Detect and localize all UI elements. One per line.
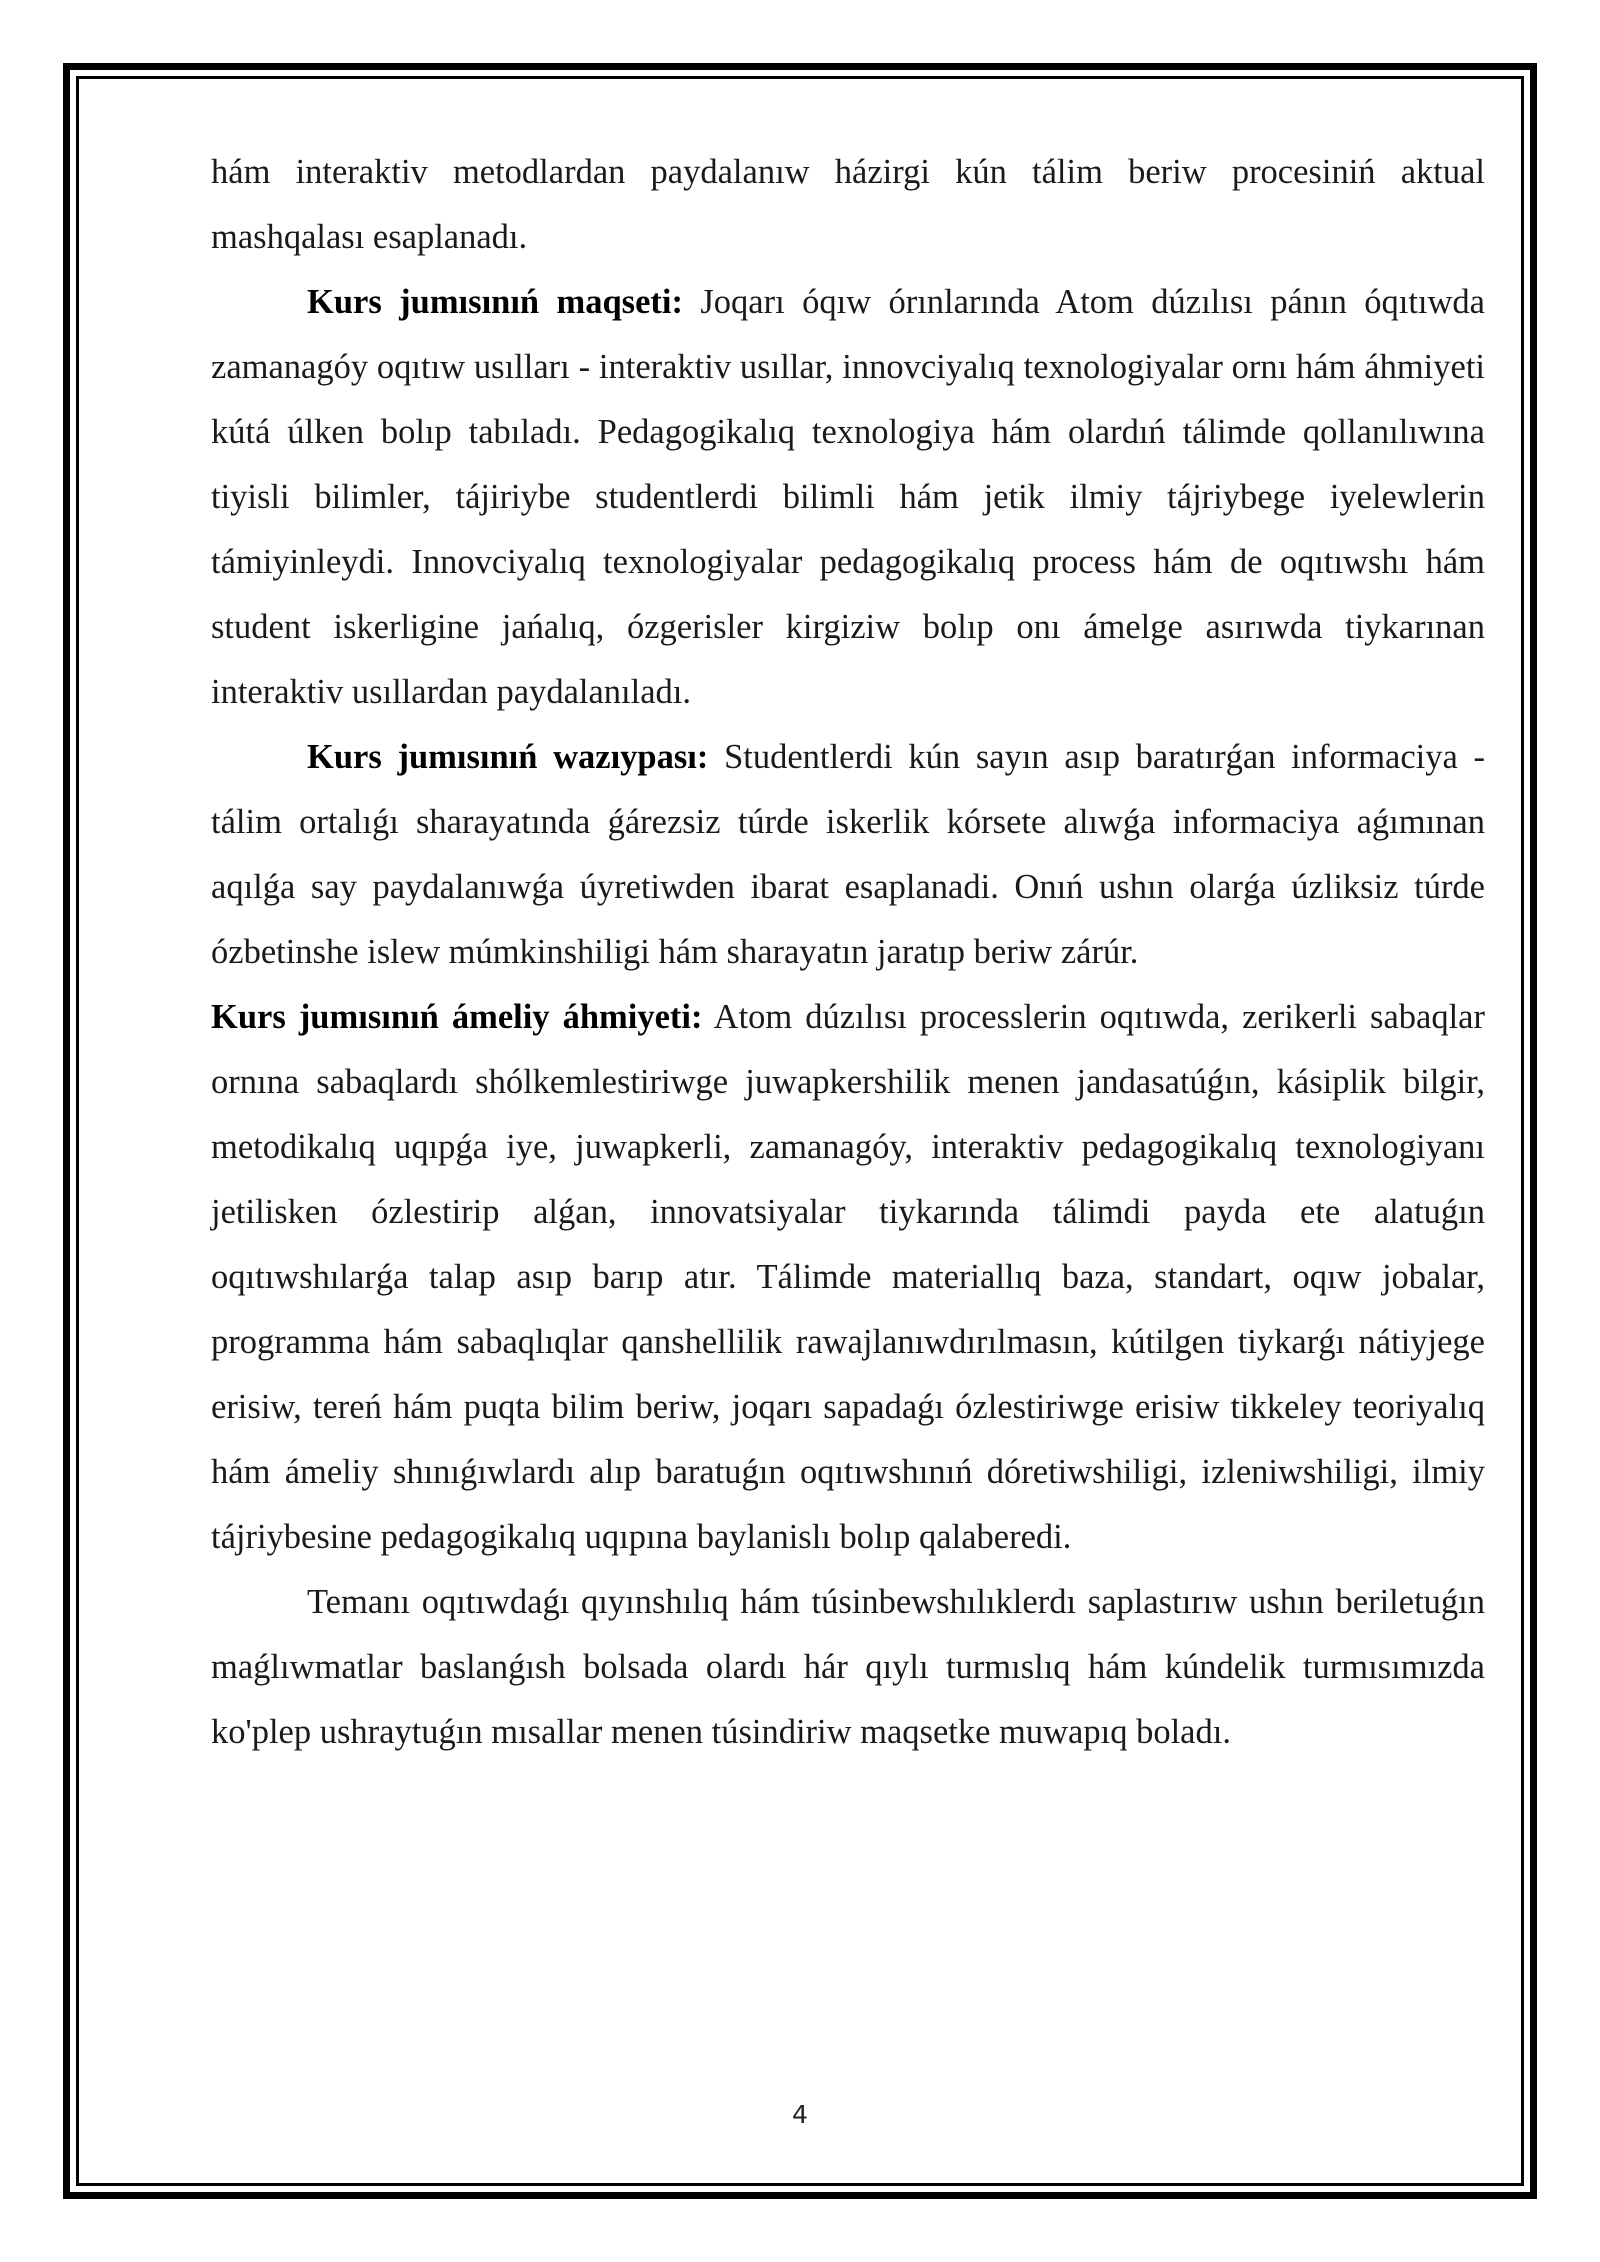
document-body: [211, 140, 1485, 1765]
course-goal-heading: Kurs jumısınıń maqseti:: [307, 283, 683, 321]
paragraph-course-task: [211, 725, 1485, 985]
paragraph-practical-importance: [211, 985, 1485, 1570]
topic-text: Temanı oqıtıwdaǵı qıyınshılıq hám túsinbewshılıklerdı saplastırıw ushın beriletuǵın maǵlıwmatlar baslanǵısh bolsada olardı hár qıylı turmıslıq hám kúndelik turmısımızda ko'plep ushraytuǵın mısallar menen túsindiriw maqsetke muwapıq boladı.: [211, 1583, 1485, 1751]
practical-importance-text: Atom dúzılısı processlerin oqıtıwda, zerikerli sabaqlar ornına sabaqlardı shólkemlestiriwge juwapkershilik menen jandasatúǵın, kásiplik bilgir, metodikalıq uqıpǵa iye, juwapkerli, zamanagóy, interaktiv pedagogikalıq texnologiyanı jetilisken ózlestirip alǵan, innovatsiyalar tiykarında tálimdi payda ete alatuǵın oqıtıwshılarǵa talap asıp barıp atır. Tálimde materiallıq baza, standart, oqıw jobalar, programma hám sabaqlıqlar qanshellilik rawajlanıwdırılmasın, kútilgen tiykarǵı nátiyjege erisiw, tereń hám puqta bilim beriw, joqarı sapadaǵı ózlestiriwge erisiw tikkeley teoriyalıq hám ámeliy shınıǵıwlardı alıp baratuǵın oqıtıwshınıń dóretiwshiligi, izleniwshiligi, ilmiy tájriybesine pedagogikalıq uqıpına baylanislı bolıp qalaberedi.: [211, 998, 1485, 1556]
paragraph-intro-text: hám interaktiv metodlardan paydalanıw házirgi kún tálim beriw procesiniń aktual mashqalası esaplanadı.: [211, 153, 1485, 256]
practical-importance-heading: Kurs jumısınıń ámeliy áhmiyeti:: [211, 998, 703, 1036]
paragraph-course-goal: [211, 270, 1485, 725]
paragraph-topic: [211, 1570, 1485, 1765]
course-task-text: Studentlerdi kún sayın asıp baratırǵan informaciya - tálim ortalıǵı sharayatında ǵárezsiz túrde iskerlik kórsete alıwǵa informaciya aǵımınan aqılǵa say paydalanıwǵa úyretiwden ibarat esaplanadi. Onıń ushın olarǵa úzliksiz túrde ózbetinshe islew múmkinshiligi hám sharayatın jaratıp beriw zárúr.: [211, 738, 1486, 971]
page-number: 4: [792, 2100, 808, 2129]
paragraph-intro: [211, 140, 1485, 270]
course-goal-text: Joqarı óqıw órınlarında Atom dúzılısı pánın óqıtıwda zamanagóy oqıtıw usılları - interaktiv usıllar, innovciyalıq texnologiyalar ornı hám áhmiyeti kútá úlken bolıp tabıladı. Pedagogikalıq texnologiya hám olardıń tálimde qollanılıwına tiyisli bilimler, tájiriybe studentlerdi bilimli hám jetik ilmiy tájriybege iyelewlerin támiyinleydi. Innovciyalıq texnologiyalar pedagogikalıq process hám de oqıtıwshı hám student iskerligine jańalıq, ózgerisler kirgiziw bolıp onı ámelge asırıwda tiykarınan interaktiv usıllardan paydalanıladı.: [211, 283, 1485, 711]
course-task-heading: Kurs jumısınıń wazıypası:: [307, 738, 709, 776]
